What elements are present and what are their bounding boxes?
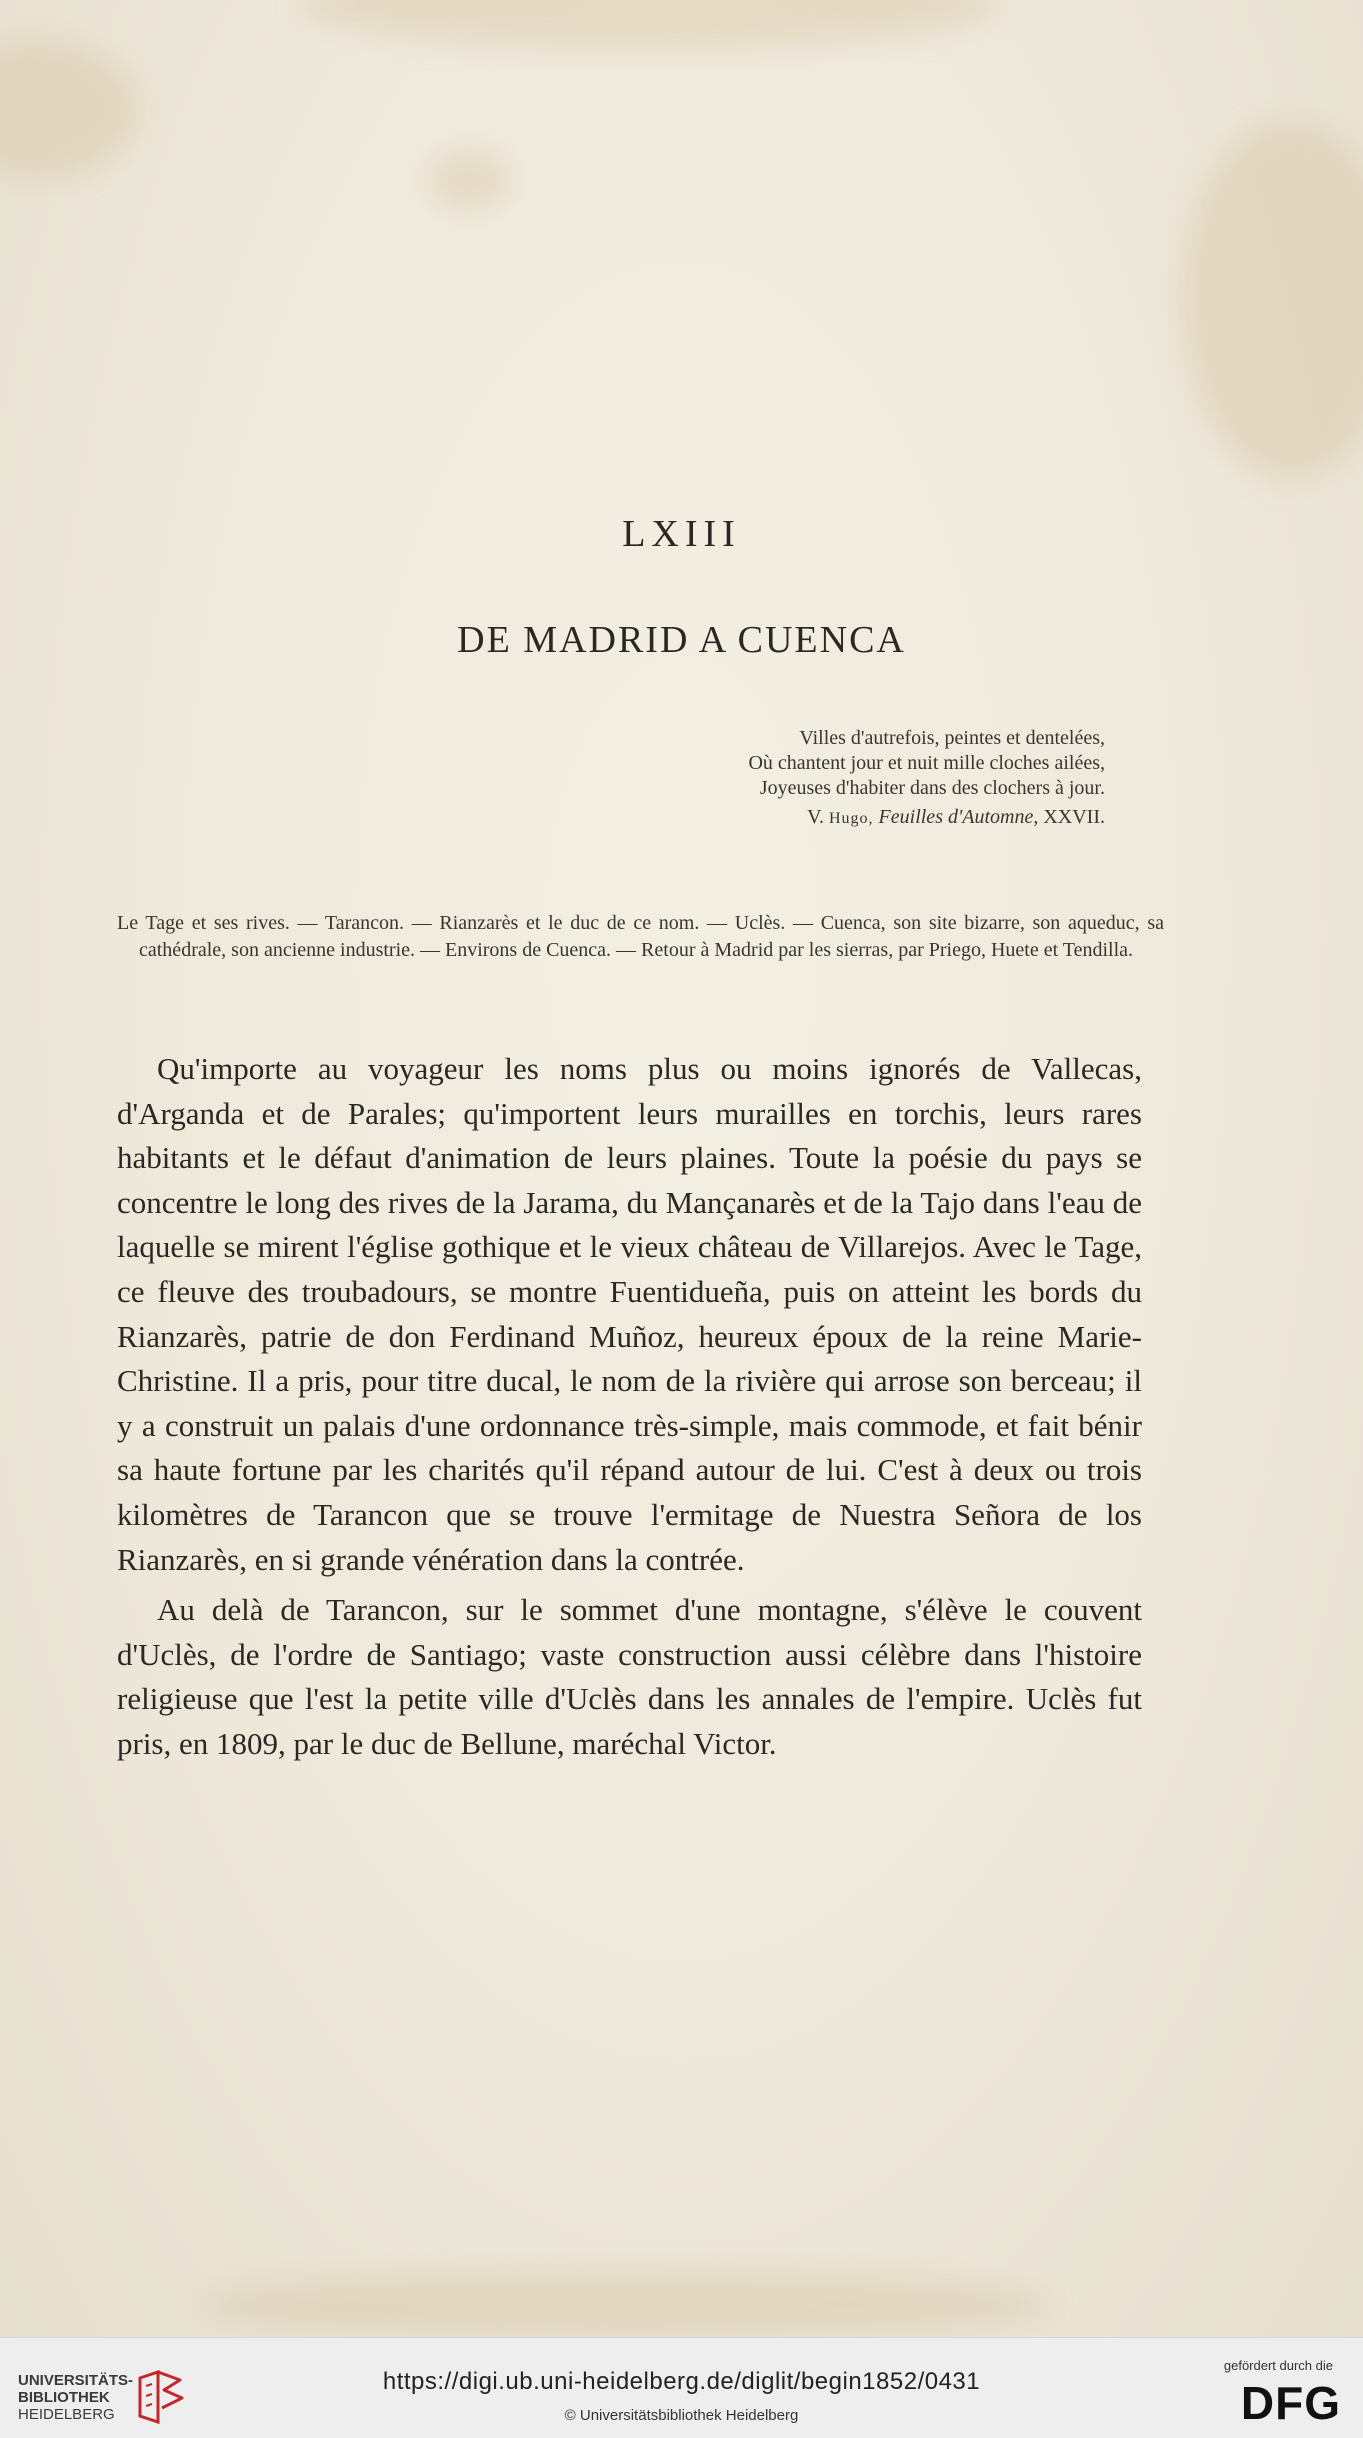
page-stain: [200, 2270, 1050, 2337]
epigraph-attribution: [560, 805, 1105, 831]
paragraph: Au delà de Tarancon, sur le sommet d'une montagne, s'élève le couvent d'Uclès, de l'ordre de Santiago; vaste construction aussi célèbre dans l'histoire religieuse que l'est la petite ville d'Uclès dans les annales de l'empire. Uclès fut pris, en 1809, par le duc de Bellune, maréchal Victor.: [117, 1592, 1142, 1761]
funding-note: gefördert durch die: [1223, 2358, 1333, 2373]
library-name-line: UNIVERSITÄTS-: [18, 2372, 134, 2389]
page-stain: [430, 150, 510, 210]
permalink-url[interactable]: https://digi.ub.uni-heidelberg.de/diglit/begin1852/0431: [382, 2368, 981, 2395]
page-stain: [300, 0, 1000, 50]
viewer-footer: [0, 2337, 1363, 2438]
author-name: Hugo,: [828, 810, 874, 827]
epigraph: [560, 726, 1105, 831]
chapter-title: DE MADRID A CUENCA: [457, 619, 906, 661]
work-title: Feuilles d'Automne,: [878, 806, 1039, 828]
chapter-summary: Le Tage et ses rives. — Tarancon. — Rianzarès et le duc de ce nom. — Uclès. — Cuenca, son site bizarre, son aqueduc, sa cathédrale, son ancienne industrie. — Environs de Cuenca. — Retour à Madrid par les sierras, par Priego, Huete et Tendilla.: [117, 912, 1164, 961]
work-section: XXVII.: [1043, 806, 1105, 828]
page-stain: [1180, 120, 1363, 480]
epigraph-line: Où chantent jour et nuit mille cloches ailées,: [748, 752, 1105, 774]
epigraph-line: Joyeuses d'habiter dans des clochers à jour.: [759, 777, 1105, 799]
chapter-number: LXIII: [622, 513, 741, 555]
library-name-line: HEIDELBERG: [18, 2406, 115, 2423]
dfg-logo[interactable]: DFG: [1240, 2377, 1341, 2429]
library-name-line: BIBLIOTHEK: [18, 2389, 110, 2406]
author-initial: V.: [807, 806, 824, 828]
paragraph: Qu'importe au voyageur les noms plus ou moins ignorés de Vallecas, d'Arganda et de Parales; qu'importent leurs murailles en torchis, leurs rares habitants et le défaut d'animation de leurs plaines. Toute la poésie du pays se concentre le long des rives de la Jarama, du Mançanarès et de la Tajo dans l'eau de laquelle se mirent l'église gothique et le vieux château de Villarejos. Avec le Tage, ce fleuve des troubadours, se montre Fuentidueña, puis on atteint les bords du Rianzarès, patrie de don Ferdinand Muñoz, heureux époux de la reine Marie-Christine. Il a pris, pour titre ducal, le nom de la rivière qui arrose son berceau; il y a construit un palais d'une ordonnance très-simple, mais commode, et fait bénir sa haute fortune par les charités qu'il répand autour de lui. C'est à deux ou trois kilomètres de Tarancon que se trouve l'ermitage de Nuestra Señora de los Rianzarès, en si grande vénération dans la contrée.: [117, 1051, 1142, 1577]
copyright-notice: © Universitätsbibliothek Heidelberg: [564, 2407, 799, 2424]
epigraph-line: Villes d'autrefois, peintes et dentelées,: [799, 727, 1105, 749]
page-stain: [0, 40, 140, 180]
body-text: [117, 1047, 1142, 1767]
